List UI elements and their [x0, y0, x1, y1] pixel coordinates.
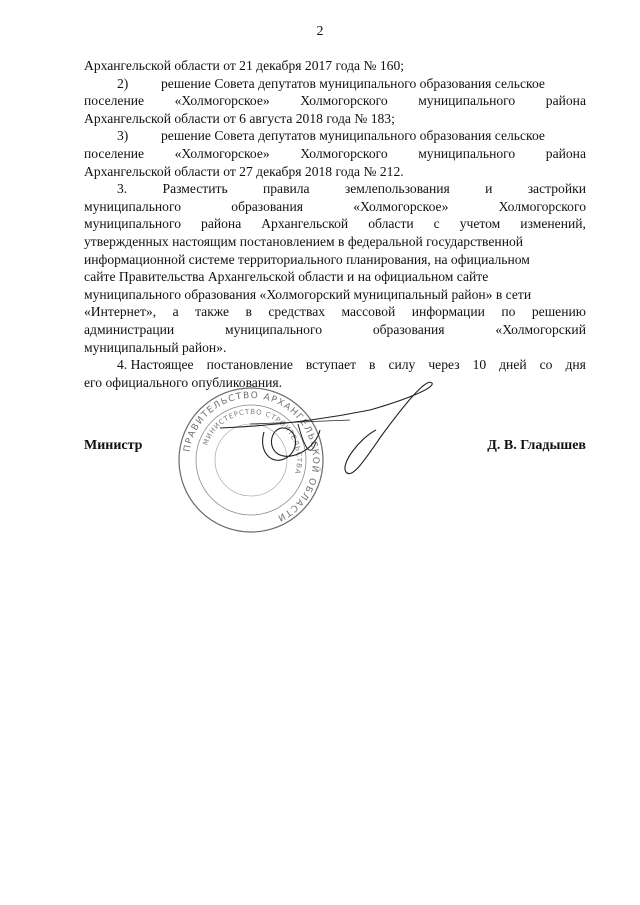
text-line: муниципального образования «Холмогорское» Холмогорского	[84, 198, 586, 214]
text-line: Архангельской области от 27 декабря 2018 года № 212.	[84, 163, 404, 179]
text-line: утвержденных настоящим постановлением в федеральной государственной	[84, 233, 524, 249]
text-line: «Интернет», а также в средствах массовой информации по решению	[84, 304, 586, 320]
text-line: поселение «Холмогорское» Холмогорского муниципального района	[84, 93, 586, 109]
handwritten-signature	[200, 380, 450, 490]
text-line: сайте Правительства Архангельской области и на официальном сайте	[84, 269, 489, 285]
svg-text:ПРАВИТЕЛЬСТВО АРХАНГЕЛЬСКОЙ ОБ: ПРАВИТЕЛЬСТВО АРХАНГЕЛЬСКОЙ ОБЛАСТИ	[182, 390, 321, 523]
paragraph-4-first-line: 4. Настоящее постановление вступает в силу через 10 дней со дня	[117, 357, 586, 373]
text-line: Архангельской области от 21 декабря 2017 года № 160;	[84, 58, 405, 73]
text-line: администрации муниципального образования «Холмогорский	[84, 321, 586, 337]
text-line: Архангельской области от 6 августа 2018 года № 183;	[84, 110, 395, 126]
text-line: информационной системе территориального планирования, на официальном	[84, 251, 530, 267]
text-line: муниципального района Архангельской области с учетом изменений,	[84, 216, 586, 232]
signatory-title: Министр	[84, 438, 143, 453]
document-body	[84, 57, 586, 391]
signatory-name: Д. В. Гладышев	[487, 438, 586, 453]
text-line: его официального опубликования.	[84, 374, 283, 390]
text-line: муниципального образования «Холмогорский муниципальный район» в сети	[84, 286, 532, 302]
text-line: поселение «Холмогорское» Холмогорского муниципального района	[84, 145, 586, 161]
paragraph-3-first-line: 3. Разместить правила землепользования и застройки	[117, 181, 586, 197]
page-number: 2	[316, 24, 324, 39]
list-item-3: 3) решение Совета депутатов муниципального образования сельское	[117, 128, 545, 144]
text-line: муниципальный район».	[84, 339, 227, 355]
list-item-2: 2) решение Совета депутатов муниципального образования сельское	[117, 75, 545, 91]
svg-text:МИНИСТЕРСТВО СТРОИТЕЛЬСТВА: МИНИСТЕРСТВО СТРОИТЕЛЬСТВА	[201, 407, 304, 476]
